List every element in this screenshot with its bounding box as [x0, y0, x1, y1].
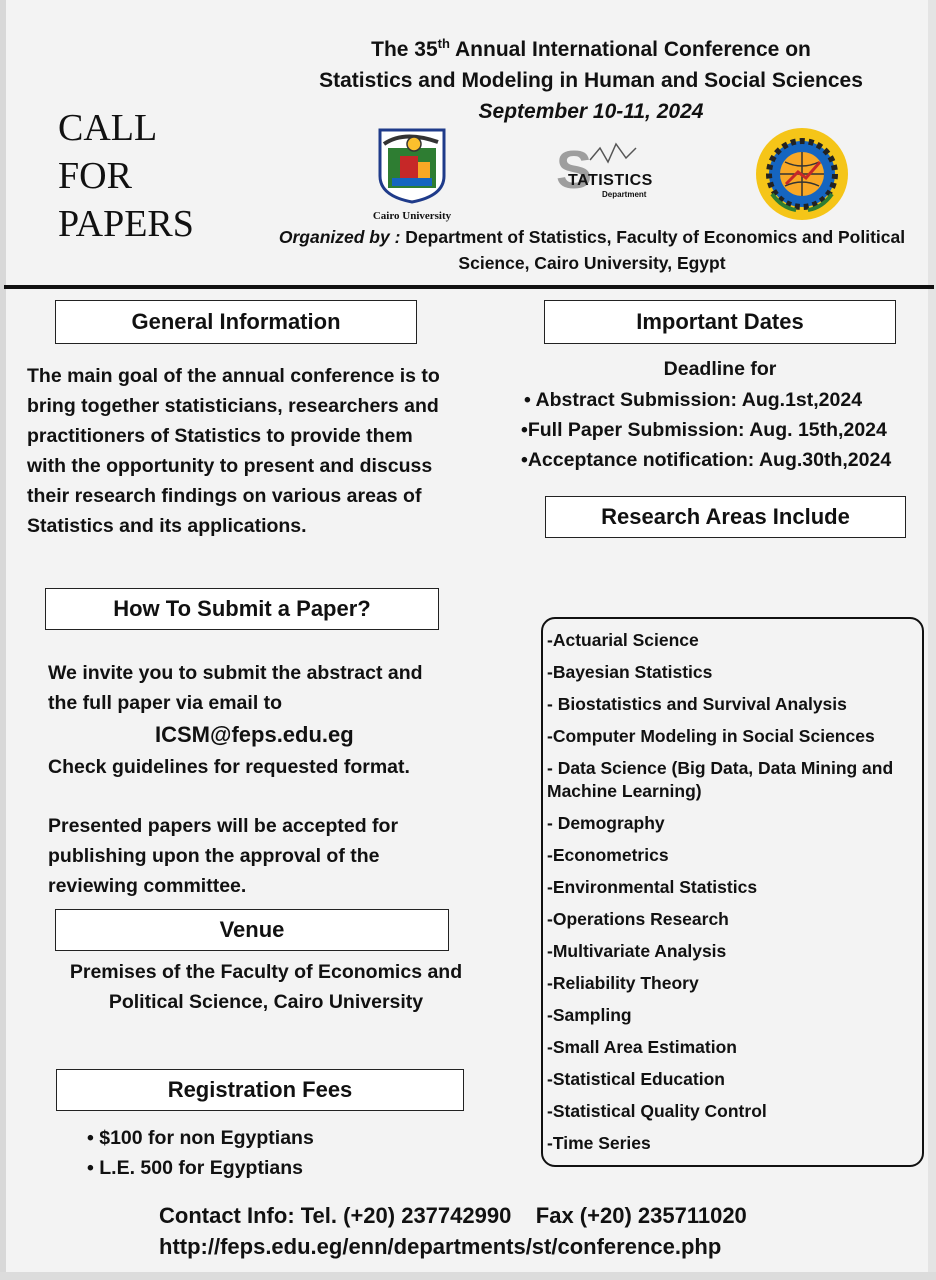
submit-guidelines: Check guidelines for requested format. — [48, 756, 410, 778]
submit-line: the full paper via email to — [48, 692, 283, 714]
papers-word: PAPERS — [58, 203, 194, 245]
call-for-papers — [58, 104, 194, 248]
submit-instructions — [48, 658, 479, 782]
research-area-item: - Biostatistics and Survival Analysis — [547, 694, 847, 714]
contact-info: Contact Info: Tel. (+20) 237742990 Fax (+20) 235711020 — [159, 1203, 747, 1228]
venue-text — [40, 957, 492, 1017]
how-to-submit-heading: How To Submit a Paper? — [45, 588, 439, 630]
presented-line: Presented papers will be accepted for — [48, 815, 399, 837]
date-full-paper: •Full Paper Submission: Aug. 15th,2024 — [521, 419, 887, 441]
cairo-university-caption: Cairo University — [372, 210, 452, 222]
research-area-item: -Multivariate Analysis — [547, 941, 727, 961]
research-area-item: -Actuarial Science — [547, 630, 699, 650]
call-word: CALL — [58, 107, 158, 149]
general-line: with the opportunity to present and discuss — [27, 455, 433, 477]
research-area-item: Machine Learning) — [547, 781, 702, 801]
general-line: Statistics and its applications. — [27, 515, 307, 537]
research-area-item: - Demography — [547, 813, 665, 833]
research-area-item: -Econometrics — [547, 845, 669, 865]
date-abstract: • Abstract Submission: Aug.1st,2024 — [524, 389, 863, 411]
title-line-2: Statistics and Modeling in Human and Social Sciences — [319, 69, 863, 92]
general-line: The main goal of the annual conference is to — [27, 365, 440, 387]
registration-fees-list — [87, 1123, 487, 1183]
conference-url-link[interactable]: http://feps.edu.eg/enn/departments/st/conference.php — [159, 1234, 722, 1259]
research-area-item: -Statistical Quality Control — [547, 1101, 767, 1121]
deadline-label: Deadline for — [663, 358, 777, 380]
page-edge-left — [0, 0, 6, 1280]
page-edge-bottom — [0, 1272, 936, 1280]
submit-line: We invite you to submit the abstract and — [48, 662, 423, 684]
research-area-item: -Reliability Theory — [547, 973, 699, 993]
general-information-heading: General Information — [55, 300, 417, 344]
research-areas-list — [547, 629, 919, 1154]
statistics-dept-caption: Department — [602, 190, 647, 199]
svg-text:S: S — [556, 140, 593, 200]
submit-email[interactable]: ICSM@feps.edu.eg — [155, 722, 354, 747]
research-area-item: -Statistical Education — [547, 1069, 725, 1089]
cairo-university-crest-icon — [354, 126, 470, 204]
venue-line: Political Science, Cairo University — [108, 991, 424, 1013]
research-area-item: -Sampling — [547, 1005, 632, 1025]
title-line-1: The 35th Annual International Conference on — [371, 36, 811, 61]
research-areas-heading: Research Areas Include — [545, 496, 906, 538]
fee-item: • L.E. 500 for Egyptians — [87, 1157, 303, 1179]
research-area-item: - Data Science (Big Data, Data Mining and — [547, 758, 894, 778]
page-edge-right — [928, 0, 936, 1280]
venue-line: Premises of the Faculty of Economics and — [69, 961, 463, 983]
presented-line: publishing upon the approval of the — [48, 845, 380, 867]
conference-dates: September 10-11, 2024 — [478, 100, 704, 123]
general-line: bring together statisticians, researchers and — [27, 395, 439, 417]
research-area-item: -Time Series — [547, 1133, 651, 1153]
feps-gear-globe-icon — [752, 124, 852, 224]
cairo-university-logo — [354, 126, 470, 222]
registration-fees-heading: Registration Fees — [56, 1069, 464, 1111]
general-line: practitioners of Statistics to provide them — [27, 425, 413, 447]
for-word: FOR — [58, 155, 132, 197]
organized-line-1: Organized by : Department of Statistics, Faculty of Economics and Political — [278, 227, 906, 247]
research-area-item: -Bayesian Statistics — [547, 662, 713, 682]
research-area-item: -Environmental Statistics — [547, 877, 758, 897]
organized-line-2: Science, Cairo University, Egypt — [458, 253, 726, 273]
presented-papers-text — [48, 811, 479, 901]
research-area-item: -Small Area Estimation — [547, 1037, 737, 1057]
research-area-item: -Operations Research — [547, 909, 729, 929]
fee-item: • $100 for non Egyptians — [87, 1127, 314, 1149]
general-line: their research findings on various areas of — [27, 485, 422, 507]
header-divider — [4, 285, 934, 289]
presented-line: reviewing committee. — [48, 875, 247, 897]
statistics-department-logo — [556, 138, 660, 204]
research-area-item: -Computer Modeling in Social Sciences — [547, 726, 875, 746]
statistics-wordmark: TATISTICS — [568, 172, 653, 189]
feps-logo — [752, 124, 852, 224]
date-acceptance: •Acceptance notification: Aug.30th,2024 — [521, 449, 892, 471]
conference-title — [268, 28, 914, 127]
organized-by — [252, 224, 932, 276]
important-dates-heading: Important Dates — [544, 300, 896, 344]
venue-heading: Venue — [55, 909, 449, 951]
general-information-text — [27, 361, 489, 541]
